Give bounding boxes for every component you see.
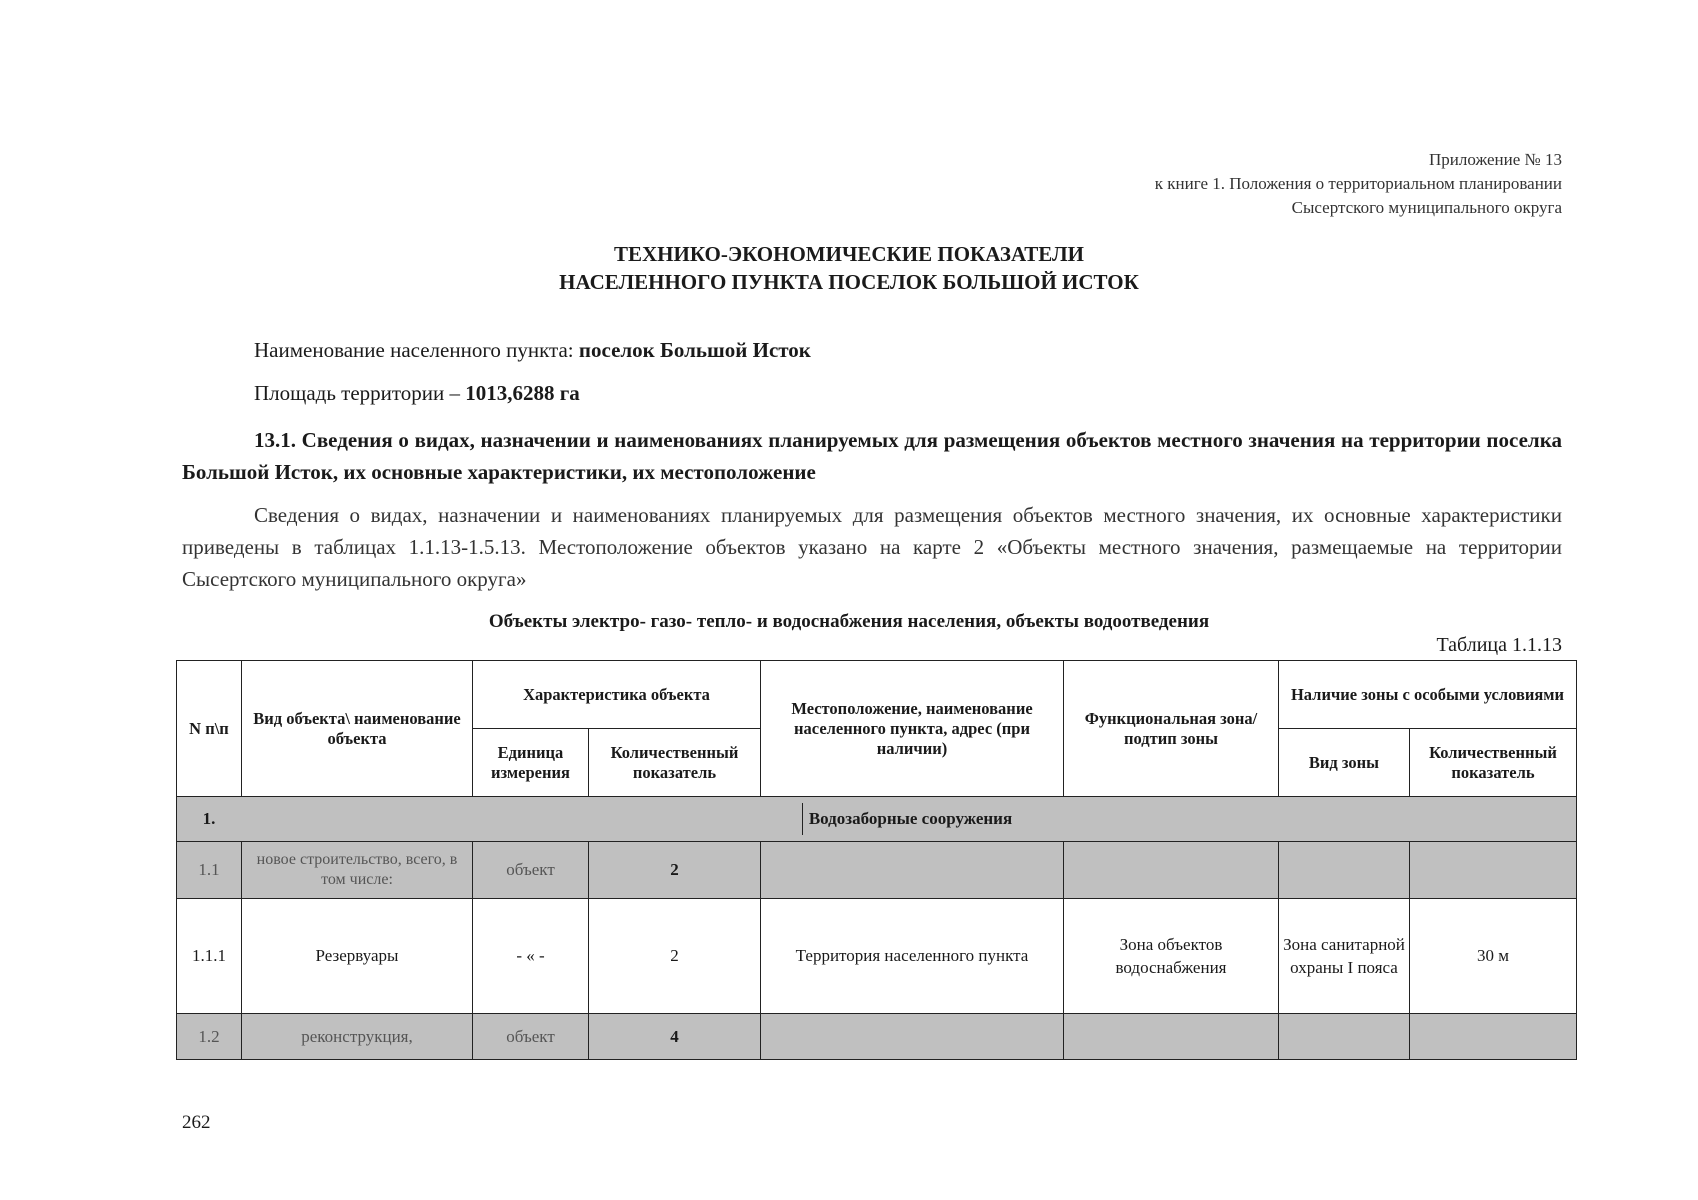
settlement-area-value: 1013,6288 га [465,381,580,405]
table-header-row-1 [177,661,1577,729]
row-type: новое строительство, всего, в том числе: [242,842,473,899]
row-quantity: 4 [589,1014,761,1060]
header-type: Вид объекта\ наименование объекта [242,661,473,797]
document-title [0,240,1698,296]
title-line-2: НАСЕЛЕННОГО ПУНКТА ПОСЕЛОК БОЛЬШОЙ ИСТОК [559,270,1139,294]
row-zone-quantity [1410,1014,1577,1060]
settlement-area [182,377,1562,409]
table-caption: Объекты электро- газо- тепло- и водоснабжения населения, объекты водоотведения [488,611,1210,632]
row-unit: - « - [473,899,589,1014]
row-location [761,1014,1064,1060]
header-zone-type: Вид зоны [1279,729,1410,797]
header-location: Местоположение, наименование населенного пункта, адрес (при наличии) [761,661,1064,797]
header-zone-quantity: Количественный показатель [1410,729,1577,797]
row-location: Территория населенного пункта [761,899,1064,1014]
section-name: Водозаборные сооружения [802,803,1012,835]
table-number: Таблица 1.1.13 [1436,634,1562,656]
row-zone-quantity [1410,842,1577,899]
row-zone-type [1279,842,1410,899]
appendix-line-1: Приложение № 13 [1429,150,1562,169]
appendix-line-2: к книге 1. Положения о территориальном планировании [1154,174,1562,193]
header-zone: Функциональная зона/ подтип зоны [1064,661,1279,797]
row-quantity: 2 [589,842,761,899]
row-unit: объект [473,1014,589,1060]
row-quantity: 2 [589,899,761,1014]
title-line-1: ТЕХНИКО-ЭКОНОМИЧЕСКИЕ ПОКАЗАТЕЛИ [613,242,1085,266]
table-row [177,842,1577,899]
row-num: 1.2 [177,1014,242,1060]
header-quantity: Количественный показатель [589,729,761,797]
row-num: 1.1 [177,842,242,899]
appendix-line-3: Сысертского муниципального округа [1291,198,1562,217]
settlement-area-label: Площадь территории – [254,381,466,405]
settlement-name-value: поселок Большой Исток [578,338,811,362]
section-heading: 13.1. Сведения о видах, назначении и наименованиях планируемых для размещения объектов местного значения на территории поселка Большой Исток, их основные характеристики, их местоположение [182,428,1562,484]
objects-table [176,660,1577,1060]
section-text: Сведения о видах, назначении и наименованиях планируемых для размещения объектов местного значения, их основные характеристики приведены в таблицах 1.1.13-1.5.13. Местоположение объектов указано на карте 2 «Объекты местного значения, размещаемые на территории Сысертского муниципального округа» [182,503,1562,591]
table-row [177,1014,1577,1060]
row-zone [1064,1014,1279,1060]
row-zone-type: Зона санитарной охраны I пояса [1279,899,1410,1014]
table-section-row [177,797,1577,842]
section-name-cell [242,797,1577,842]
settlement-name-label: Наименование населенного пункта: [254,338,579,362]
header-special-zone: Наличие зоны с особыми условиями [1279,661,1577,729]
row-zone [1064,842,1279,899]
page-number: 262 [182,1112,211,1133]
row-zone-type [1279,1014,1410,1060]
row-unit: объект [473,842,589,899]
table-row [177,899,1577,1014]
header-num: N п\п [177,661,242,797]
row-type: реконструкция, [242,1014,473,1060]
row-type: Резервуары [242,899,473,1014]
row-zone-quantity: 30 м [1410,899,1577,1014]
appendix-header [1155,148,1562,220]
row-num: 1.1.1 [177,899,242,1014]
header-unit: Единица измерения [473,729,589,797]
header-characteristics: Характеристика объекта [473,661,761,729]
row-zone: Зона объектов водоснабжения [1064,899,1279,1014]
section-num: 1. [177,797,242,842]
row-location [761,842,1064,899]
settlement-name [182,334,1562,366]
